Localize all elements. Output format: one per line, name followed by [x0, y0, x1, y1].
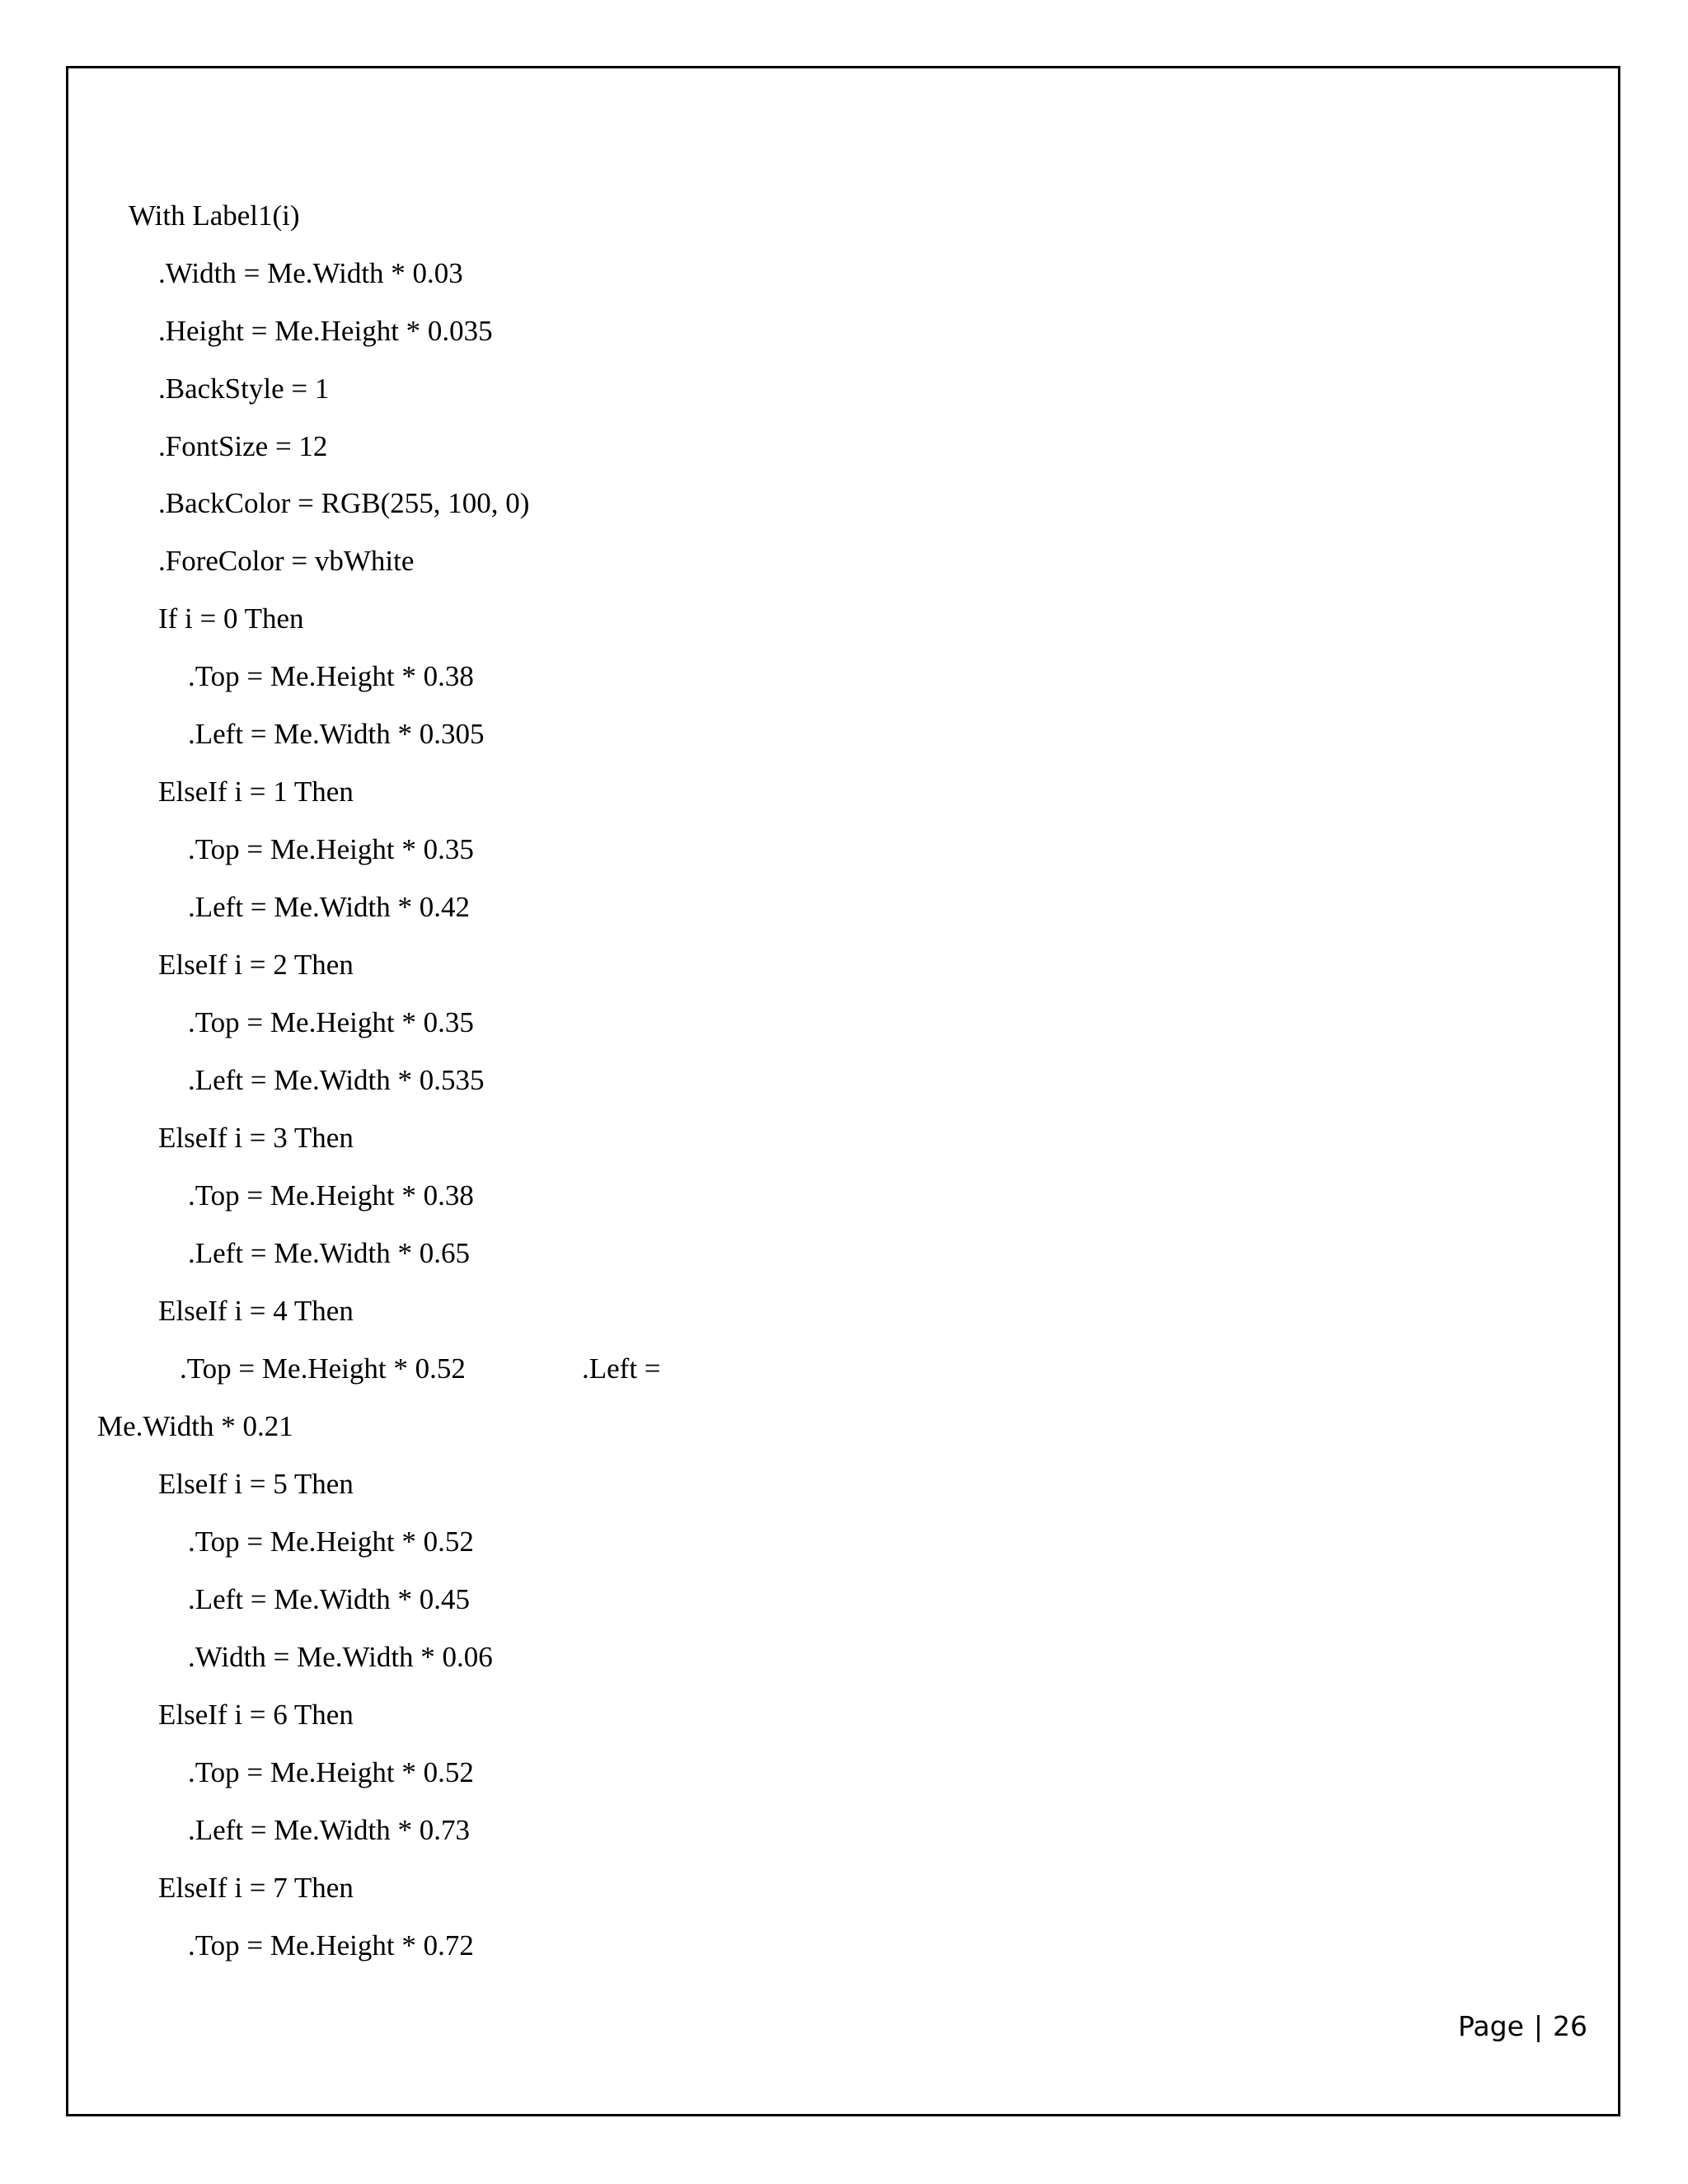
code-line: If i = 0 Then	[158, 602, 304, 635]
code-line: ElseIf i = 3 Then	[158, 1122, 354, 1154]
code-line: ElseIf i = 5 Then	[158, 1468, 354, 1500]
page-number: 26	[1553, 2010, 1587, 2042]
code-line: ElseIf i = 4 Then	[158, 1295, 354, 1327]
code-line: .Top = Me.Height * 0.52	[180, 1352, 466, 1385]
code-line: .ForeColor = vbWhite	[158, 545, 415, 577]
code-line: .Left = Me.Width * 0.535	[188, 1064, 485, 1096]
code-line: ElseIf i = 7 Then	[158, 1872, 354, 1904]
code-line: .Left = Me.Width * 0.65	[188, 1237, 471, 1269]
code-line: With Label1(i)	[129, 199, 300, 232]
code-line: .Left =	[582, 1352, 661, 1385]
code-line: .Width = Me.Width * 0.06	[188, 1641, 493, 1673]
page-label: Page	[1457, 2010, 1524, 2042]
code-line: .Width = Me.Width * 0.03	[158, 257, 463, 289]
code-line: .Top = Me.Height * 0.52	[188, 1526, 474, 1558]
code-line: .Height = Me.Height * 0.035	[158, 315, 493, 347]
code-line: Me.Width * 0.21	[97, 1410, 293, 1442]
code-line: .Left = Me.Width * 0.45	[188, 1583, 471, 1615]
code-line: .BackStyle = 1	[158, 373, 330, 405]
code-line: ElseIf i = 6 Then	[158, 1699, 354, 1731]
code-line: .Top = Me.Height * 0.72	[188, 1929, 474, 1961]
code-line: ElseIf i = 1 Then	[158, 776, 354, 808]
code-line: .Top = Me.Height * 0.38	[188, 1179, 474, 1212]
page-number-footer	[1457, 2010, 1587, 2042]
code-line: .Left = Me.Width * 0.305	[188, 718, 485, 750]
code-line: .BackColor = RGB(255, 100, 0)	[158, 487, 530, 519]
code-line: .FontSize = 12	[158, 430, 328, 462]
code-line: .Top = Me.Height * 0.35	[188, 1006, 474, 1038]
code-line: .Top = Me.Height * 0.35	[188, 833, 474, 865]
code-line: .Top = Me.Height * 0.38	[188, 660, 474, 692]
code-line: ElseIf i = 2 Then	[158, 949, 354, 981]
page-separator: |	[1533, 2010, 1543, 2042]
code-line: .Left = Me.Width * 0.73	[188, 1814, 471, 1846]
code-line: .Top = Me.Height * 0.52	[188, 1756, 474, 1788]
code-line: .Left = Me.Width * 0.42	[188, 891, 471, 923]
